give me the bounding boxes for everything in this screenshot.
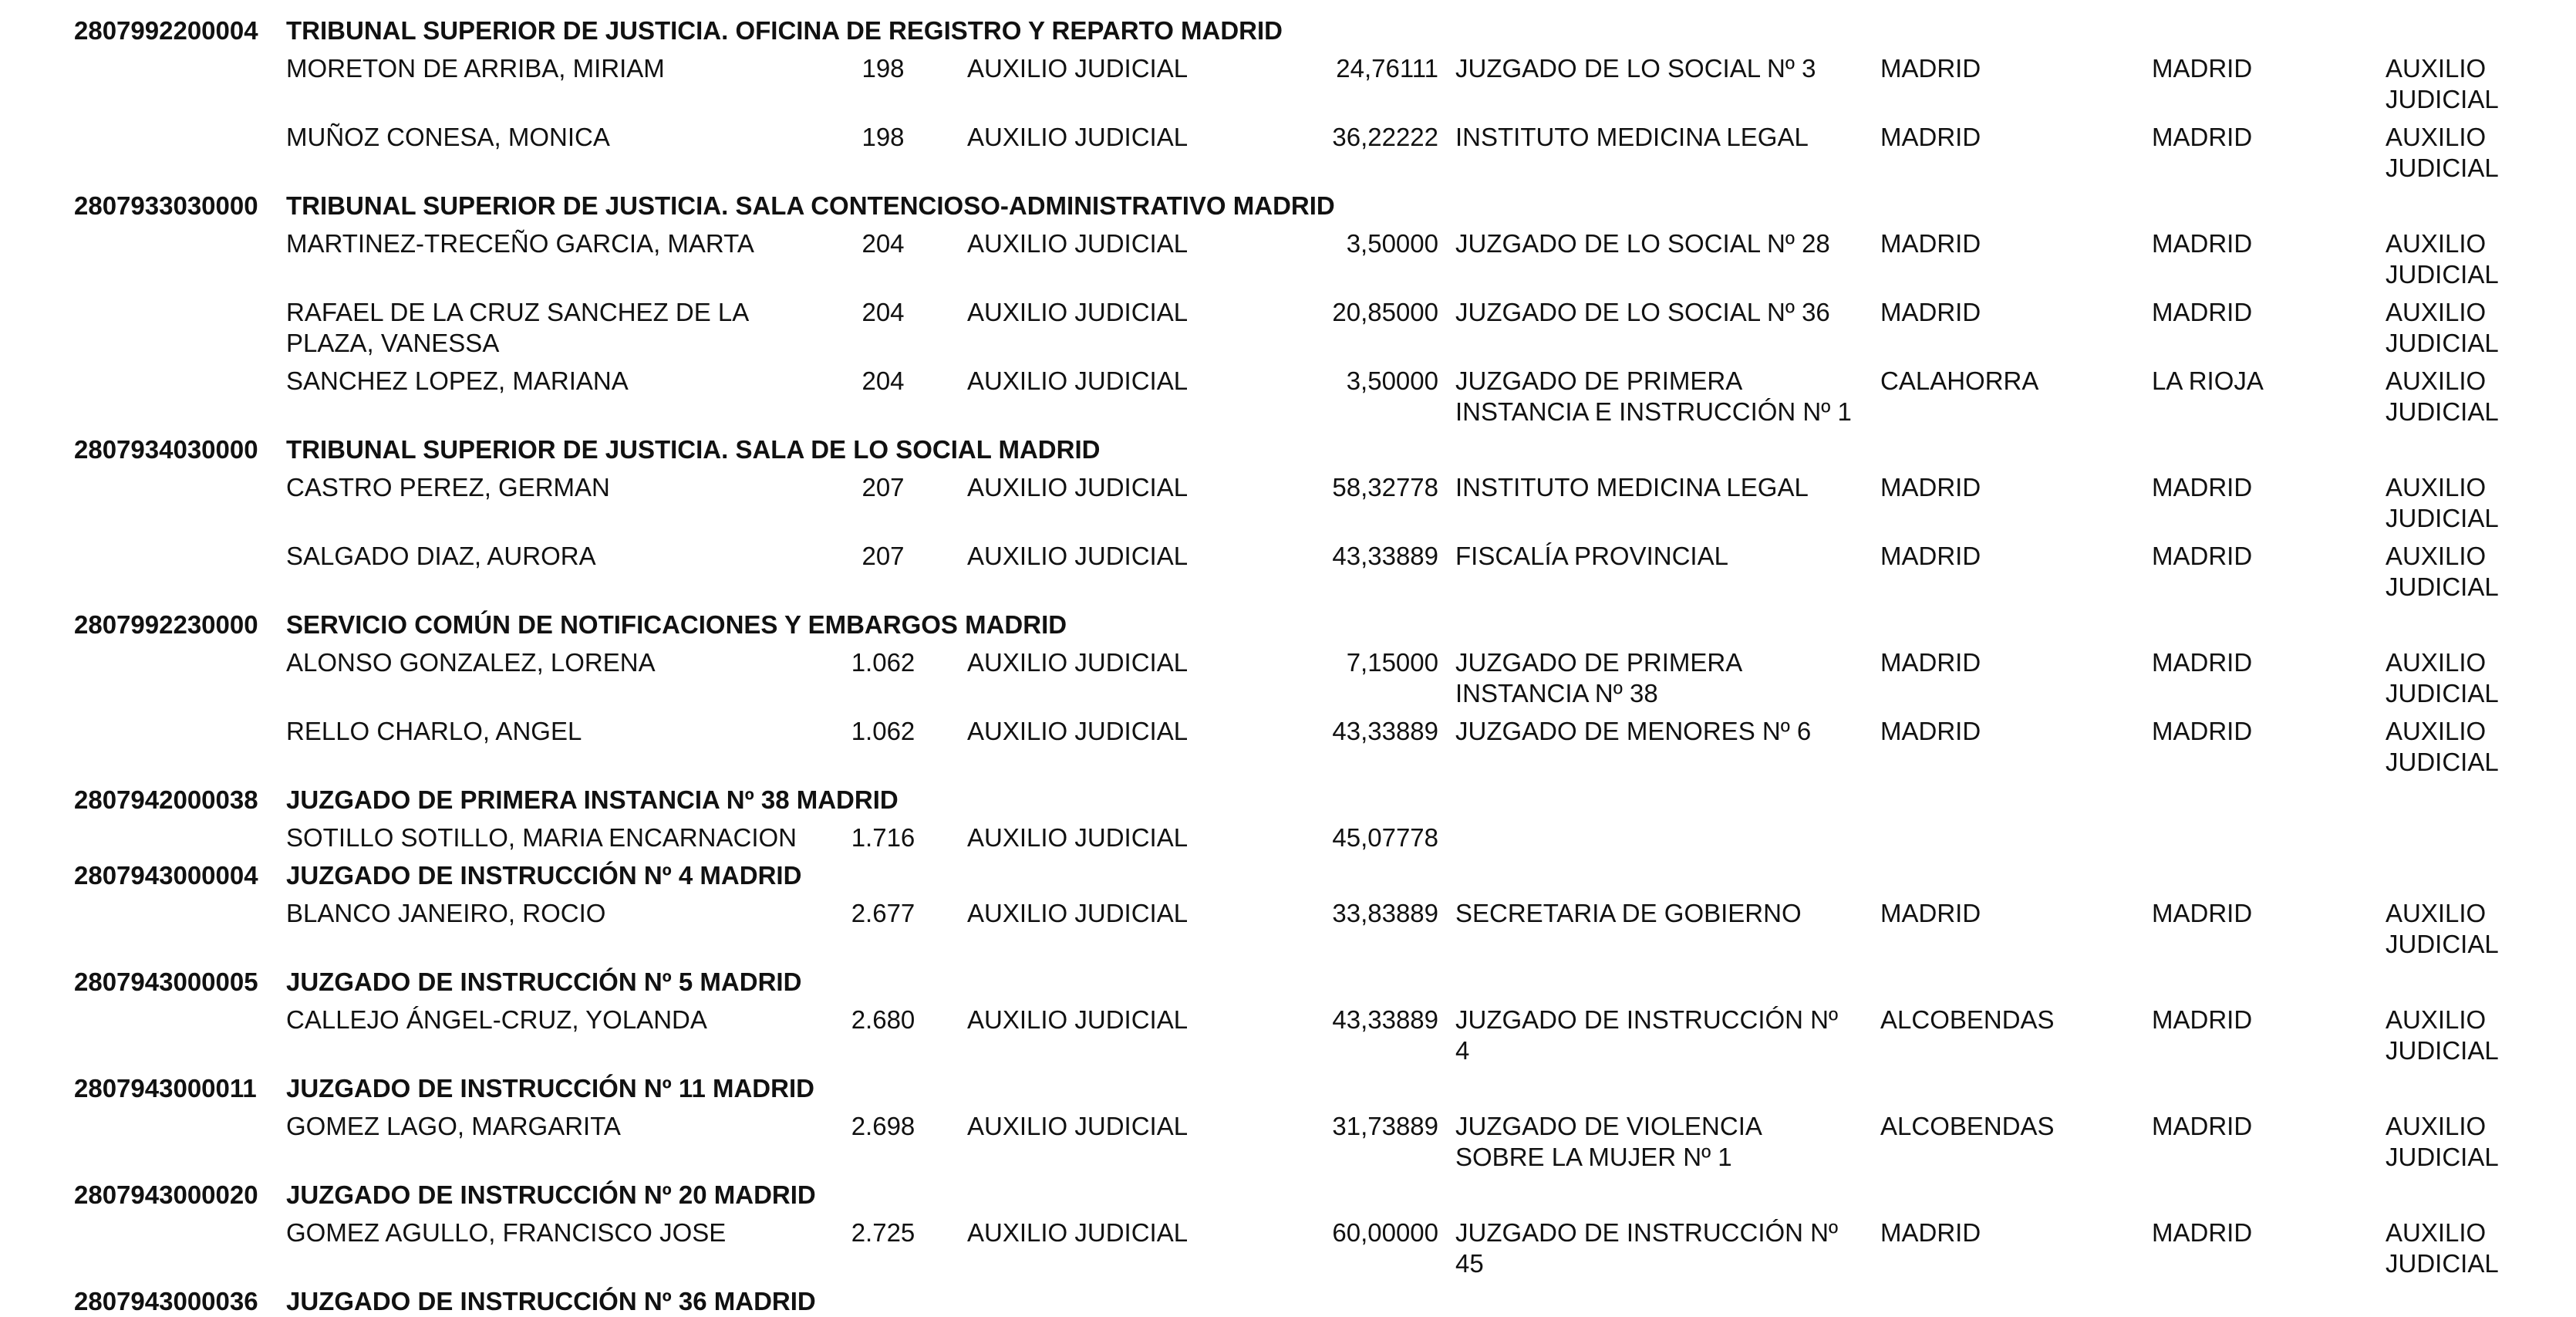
destination: JUZGADO DE INSTRUCCIÓN Nº <box>1455 1218 1839 1247</box>
destination-category: JUDICIAL <box>2385 85 2499 113</box>
category: AUXILIO JUDICIAL <box>967 229 1189 258</box>
office-code: 2807942000038 <box>74 785 258 814</box>
order-number: 204 <box>861 298 905 326</box>
score: 45,07778 <box>1332 823 1438 852</box>
destination-category: AUXILIO <box>2385 229 2487 258</box>
destination-category: AUXILIO <box>2385 1218 2487 1247</box>
office-code: 2807943000036 <box>74 1287 258 1315</box>
destination-category: JUDICIAL <box>2385 1143 2499 1171</box>
destination-city: ALCOBENDAS <box>1880 1112 2055 1140</box>
category: AUXILIO JUDICIAL <box>967 823 1189 852</box>
applicant-name: RELLO CHARLO, ANGEL <box>286 717 582 745</box>
score: 7,15000 <box>1346 648 1438 677</box>
score: 3,50000 <box>1346 229 1438 258</box>
destination-province: MADRID <box>2152 229 2253 258</box>
applicant-name: GOMEZ AGULLO, FRANCISCO JOSE <box>286 1218 727 1247</box>
destination-category: AUXILIO <box>2385 717 2487 745</box>
category: AUXILIO JUDICIAL <box>967 899 1189 927</box>
score: 3,50000 <box>1346 366 1438 395</box>
destination-province: MADRID <box>2152 648 2253 677</box>
office-code: 2807943000004 <box>74 861 258 890</box>
destination-province: MADRID <box>2152 899 2253 927</box>
category: AUXILIO JUDICIAL <box>967 123 1189 151</box>
order-number: 198 <box>861 54 905 83</box>
destination-category: JUDICIAL <box>2385 397 2499 426</box>
applicant-name: MORETON DE ARRIBA, MIRIAM <box>286 54 665 83</box>
destination-province: LA RIOJA <box>2152 366 2264 395</box>
score: 20,85000 <box>1332 298 1438 326</box>
office-name: TRIBUNAL SUPERIOR DE JUSTICIA. OFICINA DE REGISTRO Y REPARTO MADRID <box>286 16 1283 45</box>
order-number: 2.725 <box>851 1218 915 1247</box>
office-code: 2807943000020 <box>74 1180 258 1209</box>
destination-category: AUXILIO <box>2385 542 2487 570</box>
destination-category: AUXILIO <box>2385 298 2487 326</box>
destination-city: MADRID <box>1880 123 1981 151</box>
category: AUXILIO JUDICIAL <box>967 1005 1189 1034</box>
applicant-name: BLANCO JANEIRO, ROCIO <box>286 899 606 927</box>
order-number: 207 <box>861 473 905 501</box>
score: 58,32778 <box>1332 473 1438 501</box>
office-name: JUZGADO DE INSTRUCCIÓN Nº 20 MADRID <box>286 1180 816 1209</box>
destination-province: MADRID <box>2152 717 2253 745</box>
destination: 4 <box>1455 1036 1470 1065</box>
office-code: 2807943000011 <box>74 1074 257 1103</box>
destination: JUZGADO DE MENORES Nº 6 <box>1455 717 1812 745</box>
order-number: 1.062 <box>851 648 915 677</box>
office-name: JUZGADO DE PRIMERA INSTANCIA Nº 38 MADRID <box>286 785 899 814</box>
office-code: 2807933030000 <box>74 191 258 220</box>
score: 33,83889 <box>1332 899 1438 927</box>
order-number: 2.698 <box>851 1112 915 1140</box>
destination-category: JUDICIAL <box>2385 1036 2499 1065</box>
category: AUXILIO JUDICIAL <box>967 648 1189 677</box>
destination: JUZGADO DE LO SOCIAL Nº 36 <box>1455 298 1830 326</box>
applicant-name: MARTINEZ-TRECEÑO GARCIA, MARTA <box>286 229 754 258</box>
destination-category: AUXILIO <box>2385 648 2487 677</box>
applicant-name: SANCHEZ LOPEZ, MARIANA <box>286 366 629 395</box>
score: 31,73889 <box>1332 1112 1438 1140</box>
destination-city: MADRID <box>1880 54 1981 83</box>
applicant-name: PLAZA, VANESSA <box>286 329 500 357</box>
category: AUXILIO JUDICIAL <box>967 717 1189 745</box>
category: AUXILIO JUDICIAL <box>967 1218 1189 1247</box>
office-code: 2807934030000 <box>74 435 258 464</box>
destination-city: MADRID <box>1880 648 1981 677</box>
destination-category: JUDICIAL <box>2385 329 2499 357</box>
destination: JUZGADO DE PRIMERA <box>1455 648 1743 677</box>
applicant-name: SALGADO DIAZ, AURORA <box>286 542 596 570</box>
destination: INSTANCIA E INSTRUCCIÓN Nº 1 <box>1455 397 1852 426</box>
destination: INSTITUTO MEDICINA LEGAL <box>1455 123 1809 151</box>
destination-province: MADRID <box>2152 1112 2253 1140</box>
destination: JUZGADO DE PRIMERA <box>1455 366 1743 395</box>
category: AUXILIO JUDICIAL <box>967 366 1189 395</box>
category: AUXILIO JUDICIAL <box>967 1112 1189 1140</box>
order-number: 204 <box>861 229 905 258</box>
destination-category: JUDICIAL <box>2385 748 2499 776</box>
office-name: JUZGADO DE INSTRUCCIÓN Nº 11 MADRID <box>286 1074 814 1103</box>
category: AUXILIO JUDICIAL <box>967 54 1189 83</box>
destination-category: AUXILIO <box>2385 1005 2487 1034</box>
destination-category: AUXILIO <box>2385 1112 2487 1140</box>
destination: JUZGADO DE LO SOCIAL Nº 3 <box>1455 54 1816 83</box>
score: 43,33889 <box>1332 1005 1438 1034</box>
order-number: 2.677 <box>851 899 915 927</box>
applicant-name: CALLEJO ÁNGEL-CRUZ, YOLANDA <box>286 1005 707 1034</box>
destination-city: ALCOBENDAS <box>1880 1005 2055 1034</box>
destination-city: CALAHORRA <box>1880 366 2039 395</box>
destination-category: JUDICIAL <box>2385 1249 2499 1278</box>
order-number: 207 <box>861 542 905 570</box>
destination-category: JUDICIAL <box>2385 572 2499 601</box>
category: AUXILIO JUDICIAL <box>967 473 1189 501</box>
destination-city: MADRID <box>1880 1218 1981 1247</box>
applicant-name: CASTRO PEREZ, GERMAN <box>286 473 610 501</box>
office-name: JUZGADO DE INSTRUCCIÓN Nº 36 MADRID <box>286 1287 816 1315</box>
destination-city: MADRID <box>1880 473 1981 501</box>
destination-category: AUXILIO <box>2385 473 2487 501</box>
destination-province: MADRID <box>2152 1218 2253 1247</box>
office-code: 2807992200004 <box>74 16 258 45</box>
destination-province: MADRID <box>2152 473 2253 501</box>
destination-province: MADRID <box>2152 123 2253 151</box>
destination-province: MADRID <box>2152 298 2253 326</box>
destination: JUZGADO DE VIOLENCIA <box>1455 1112 1762 1140</box>
destination-province: MADRID <box>2152 542 2253 570</box>
order-number: 1.062 <box>851 717 915 745</box>
destination-category: AUXILIO <box>2385 899 2487 927</box>
destination: SECRETARIA DE GOBIERNO <box>1455 899 1802 927</box>
office-name: SERVICIO COMÚN DE NOTIFICACIONES Y EMBARGOS MADRID <box>286 610 1067 639</box>
category: AUXILIO JUDICIAL <box>967 542 1189 570</box>
destination: SOBRE LA MUJER Nº 1 <box>1455 1143 1732 1171</box>
applicant-name: ALONSO GONZALEZ, LORENA <box>286 648 656 677</box>
order-number: 198 <box>861 123 905 151</box>
score: 43,33889 <box>1332 542 1438 570</box>
destination: JUZGADO DE LO SOCIAL Nº 28 <box>1455 229 1830 258</box>
destination: FISCALÍA PROVINCIAL <box>1455 542 1728 570</box>
destination-city: MADRID <box>1880 298 1981 326</box>
score: 36,22222 <box>1332 123 1438 151</box>
category: AUXILIO JUDICIAL <box>967 298 1189 326</box>
destination: JUZGADO DE INSTRUCCIÓN Nº <box>1455 1005 1839 1034</box>
destination-city: MADRID <box>1880 229 1981 258</box>
score: 60,00000 <box>1332 1218 1438 1247</box>
destination: INSTANCIA Nº 38 <box>1455 679 1658 707</box>
destination-province: MADRID <box>2152 54 2253 83</box>
destination-province: MADRID <box>2152 1005 2253 1034</box>
order-number: 1.716 <box>851 823 915 852</box>
applicant-name: GOMEZ LAGO, MARGARITA <box>286 1112 621 1140</box>
destination: 45 <box>1455 1249 1484 1278</box>
destination-city: MADRID <box>1880 542 1981 570</box>
score: 43,33889 <box>1332 717 1438 745</box>
score: 24,76111 <box>1336 54 1438 83</box>
order-number: 204 <box>861 366 905 395</box>
destination-category: JUDICIAL <box>2385 679 2499 707</box>
office-name: JUZGADO DE INSTRUCCIÓN Nº 4 MADRID <box>286 861 802 890</box>
office-name: TRIBUNAL SUPERIOR DE JUSTICIA. SALA CONTENCIOSO-ADMINISTRATIVO MADRID <box>286 191 1335 220</box>
destination: INSTITUTO MEDICINA LEGAL <box>1455 473 1809 501</box>
destination-category: JUDICIAL <box>2385 930 2499 958</box>
destination-city: MADRID <box>1880 717 1981 745</box>
applicant-name: MUÑOZ CONESA, MONICA <box>286 123 610 151</box>
applicant-name: RAFAEL DE LA CRUZ SANCHEZ DE LA <box>286 298 750 326</box>
destination-category: JUDICIAL <box>2385 260 2499 289</box>
office-name: JUZGADO DE INSTRUCCIÓN Nº 5 MADRID <box>286 967 802 996</box>
office-name: TRIBUNAL SUPERIOR DE JUSTICIA. SALA DE LO SOCIAL MADRID <box>286 435 1101 464</box>
office-code: 2807943000005 <box>74 967 258 996</box>
destination-category: JUDICIAL <box>2385 154 2499 182</box>
destination-category: AUXILIO <box>2385 123 2487 151</box>
office-code: 2807992230000 <box>74 610 258 639</box>
destination-city: MADRID <box>1880 899 1981 927</box>
order-number: 2.680 <box>851 1005 915 1034</box>
destination-category: AUXILIO <box>2385 366 2487 395</box>
destination-category: JUDICIAL <box>2385 504 2499 532</box>
applicant-name: SOTILLO SOTILLO, MARIA ENCARNACION <box>286 823 797 852</box>
destination-category: AUXILIO <box>2385 54 2487 83</box>
